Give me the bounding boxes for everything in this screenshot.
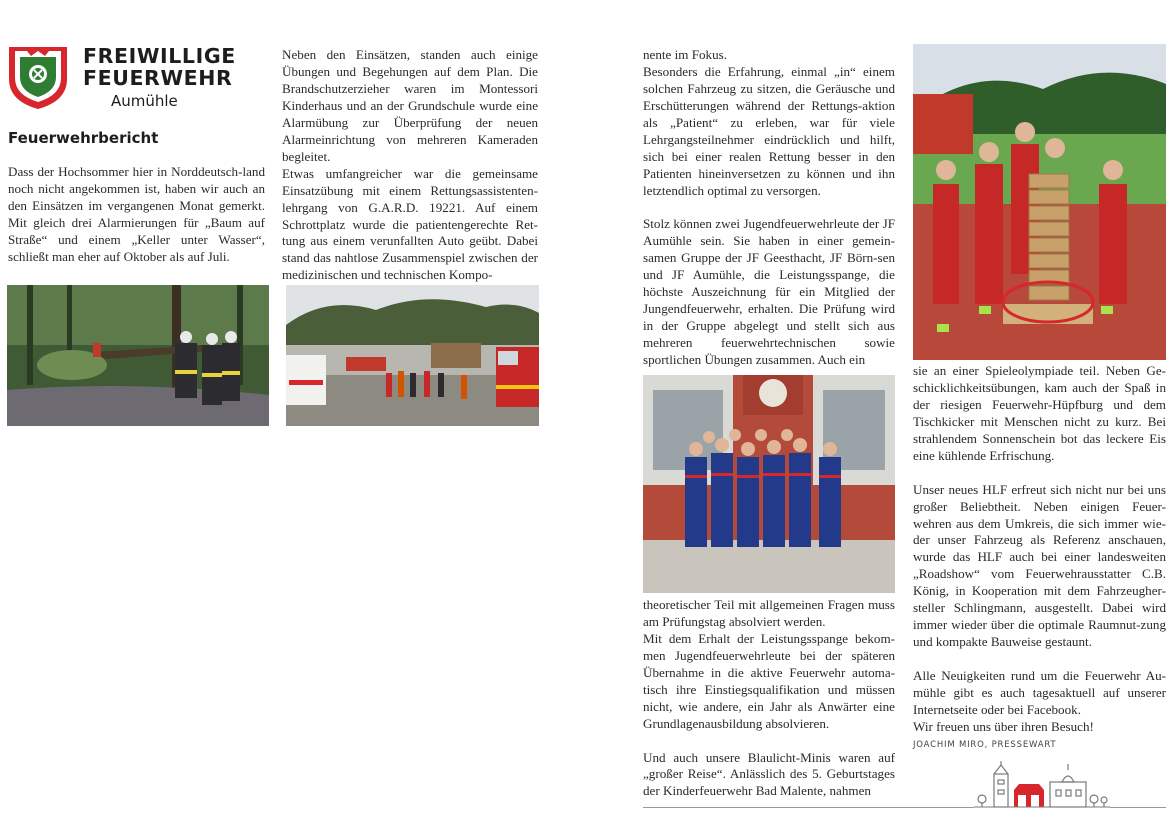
author-signature: JOACHIM MIRO, PRESSEWART [913,739,1057,750]
column-3-paragraph-3: Stolz können zwei Jugendfeuerwehrleute der JF Aumühle sein. Sie haben in einer gemein-samen Gruppe der JF Geesthacht, JF Börn-sen und JF Aumühle, die Leistungsspange, die höchste Auszeichnung für ein Mitglied der Jungendfeuerwehr, erhalten. Die Prüfung wird in der Gruppe abgelegt und stellt sich aus mehreren feuerwehrtechnischen sowie sportlichen Übungen zusammen. Auch ein [643,216,895,368]
column-4-text [913,363,1166,754]
town-skyline-icon [974,760,1110,810]
column-4-paragraph-4: Wir freuen uns über ihren Besuch! [913,718,1094,734]
column-2-paragraph-2: Etwas umfangreicher war die gemeinsame Einsatzübung mit einem Rettungsassistenten-lehrgang von G.A.R.D. 19221. Auf einem Schrottplatz wurde die patientengerechte Ret-tung aus einem verunfallten Auto geübt. Dabei stand das nahtlose Zusammenspiel zwischen der medizinischen und technischen Kompo- [282,165,538,283]
column-3-paragraph-2: Besonders die Erfahrung, einmal „in“ einem solchen Fahrzeug zu sitzen, die Geräusche und Erschütterungen während der Rettungs-aktion als „Patient“ zu erleben, war für viele Lehrgangsteilnehmer eindrücklich und hilft, sich bei einer realen Rettung besser in den Patienten hineinversetzen zu können und ihn letztendlich optimal zu versorgen. [643,63,895,198]
section-heading: Feuerwehrbericht [8,129,159,147]
fire-department-crest-icon [7,43,69,111]
column-4-paragraph-1: sie an einer Spieleolympiade teil. Neben Ge-schicklichkeitsübungen, kam auch der Spaß in der riesigen Feuerwehr-Hüpfburg und dem Tischkicker mit Menschen nicht zu kurz. Bei strahlendem Sonnenschein bot das leckere Eis eine kühlende Erfrischung. [913,363,1166,463]
photo-kids-jenga [913,44,1166,360]
logo-line-1: FREIWILLIGE [83,44,236,68]
logo-line-2: FEUERWEHR [83,66,233,90]
column-2-text [282,47,538,284]
column-3-paragraph-5: Mit dem Erhalt der Leistungsspange bekom-men Jugendfeuerwehrleute bei der späteren Übernahme in die aktive Feuerwehr automa-tisch ihre Einstiegsqualifikation und müssen nicht, wie andere, ein Jahr als Anwärter eine Grundlagenausbildung absolvieren. [643,630,895,731]
column-1-paragraph: Dass der Hochsommer hier in Norddeutsch-land noch nicht angekommen ist, haben wir auch an den Einsätzen im vergangenen Monat gemerkt. Mit gleich drei Alarmierungen für „Baum auf Straße“ und einem „Keller unter Wasser“, schließt man eher auf Oktober als auf Juli. [8,164,265,264]
footer-rule-right [1110,807,1166,808]
column-1-text [8,164,265,266]
column-3-bottom-text [643,597,895,800]
footer-rule-left [643,807,974,808]
column-3-top-text [643,47,895,369]
column-3-paragraph-4: theoretischer Teil mit allgemeinen Fragen muss am Prüfungstag absolviert werden. [643,597,895,629]
column-4-paragraph-3: Alle Neuigkeiten rund um die Feuerwehr Au-mühle gibt es auch tagesaktuell auf unserer Internetseite oder bei Facebook. [913,668,1166,717]
column-3-paragraph-6: Und auch unsere Blaulicht-Minis waren auf „großer Reise“. Anlässlich des 5. Geburtstages der Kinderfeuerwehr Bad Malente, nahmen [643,749,895,799]
photo-rescue-drill [286,285,539,426]
column-2-paragraph-1: Neben den Einsätzen, standen auch einige Übungen und Begehungen auf dem Plan. Die Brandschutzerzieher waren im Montessori Kinderhaus und an der Grundschule wurde eine Alarmübung zur Überprüfung der neuen Alarmeinrichtung von mehreren Kameraden begleitet. [282,47,538,164]
logo-line-3: Aumühle [111,92,178,110]
column-3-paragraph-1: nente im Fokus. [643,47,728,62]
column-4-paragraph-2: Unser neues HLF erfreut sich nicht nur bei uns großer Beliebtheit. Neben einigen Feuer-wehren aus dem Umkreis, die sich immer wie-der unser Fahrzeug als Referenz anschauen, wurde das HLF auch bei einer landesweiten „Roadshow“ vom Feuerwehrausstatter C.B. König, in Kooperation mit dem Fahrzeugher-steller Schlingmann, ausgestellt. Dabei wird immer wieder über die optimale Raumnut-zung und kompakte Bauweise gestaunt. [913,481,1166,650]
photo-youth-group [643,375,895,593]
photo-fallen-tree [7,285,269,426]
logo [7,43,236,113]
